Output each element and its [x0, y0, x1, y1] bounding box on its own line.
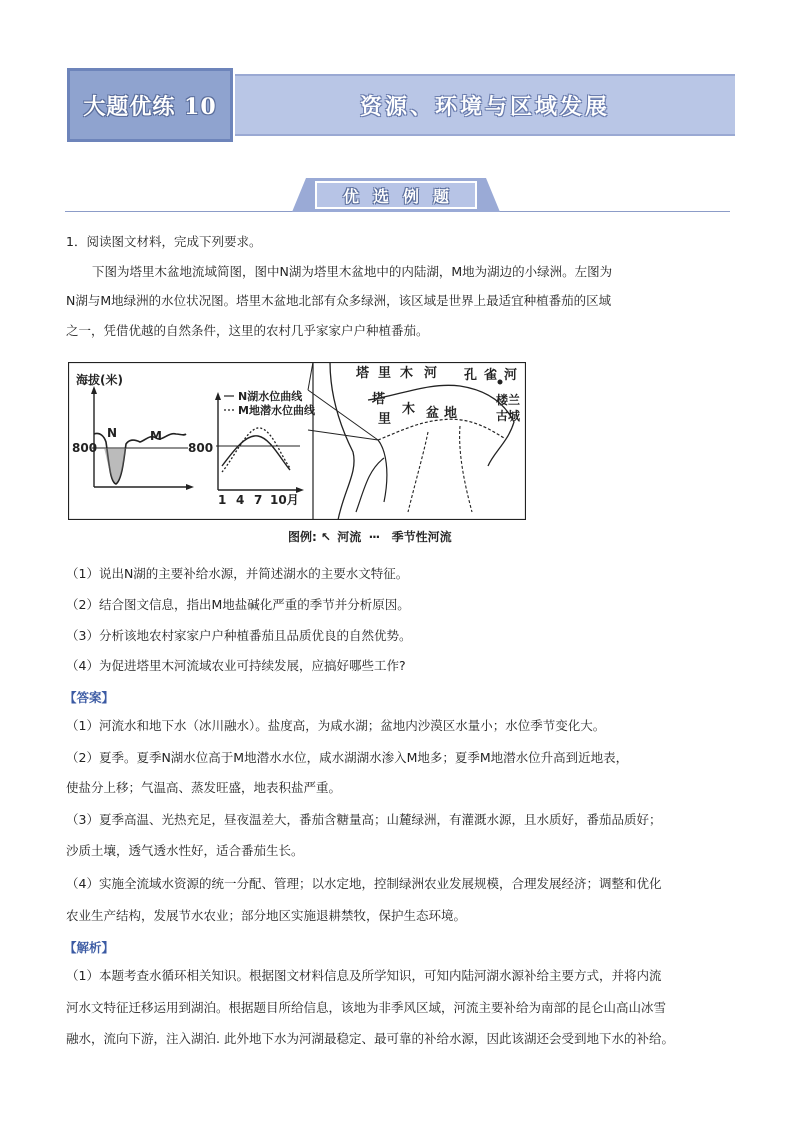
header-banner: [67, 68, 735, 142]
section-tab: [292, 178, 500, 212]
fig-left-ylabel: 海拔(米): [76, 373, 123, 387]
fig-tick-10: 10月: [270, 493, 299, 507]
analysis-tag: 【解析】: [64, 940, 115, 955]
answer-line-2: （2）夏季。夏季N湖水位高于M地潜水水位，咸水湖湖水渗入M地多；夏季M地潜水位升高到近地表，: [66, 750, 629, 765]
banner-series-label: 大题优练 10: [83, 93, 217, 120]
map-river-char-1: 塔: [356, 366, 370, 381]
map-basin-char-1: 塔: [372, 392, 386, 407]
map-basin-char-2: 里: [378, 412, 392, 427]
answer-line-1: （1）河流水和地下水（冰川融水）。盐度高，为咸水湖；盆地内沙漠区水量小；水位季节变化大。: [66, 718, 606, 733]
analysis-line-3: 融水，流向下游，注入湖泊. 此外地下水为河湖最稳定、最可靠的补给水源，因此该湖还会受到地下水的补给。: [66, 1031, 674, 1046]
answer-line-7: 农业生产结构，发展节水农业；部分地区实施退耕禁牧，保护生态环境。: [66, 908, 467, 923]
analysis-line-1: （1）本题考查水循环相关知识。根据图文材料信息及所学知识，可知内陆河湖水源补给主要方式，并将内流: [66, 968, 662, 983]
map-river-char-2: 里: [378, 366, 392, 381]
map-basin-char-5: 地: [444, 406, 458, 421]
fig-mid-800: 800: [188, 441, 214, 455]
answer-line-3: 使盐分上移；气温高、蒸发旺盛，地表积盐严重。: [66, 780, 342, 795]
banner-series-box: [67, 68, 233, 142]
legend-seasonal: 季节性河流: [391, 530, 452, 544]
answer-line-5: 沙质土壤，透气透水性好，适合番茄生长。: [66, 843, 304, 858]
banner-title-box: [235, 74, 735, 136]
legend-river: 河流: [337, 530, 362, 544]
subquestion-2: （2）结合图文信息，指出M地盐碱化严重的季节并分析原因。: [66, 597, 410, 612]
fig-lake-label: N: [107, 426, 118, 440]
material-line-3: 之一，凭借优越的自然条件，这里的农村几乎家家户户种植番茄。: [66, 323, 429, 338]
section-tab-label: 优选例题: [342, 186, 463, 206]
fig-left-800: 800: [72, 441, 98, 455]
analysis-line-2: 河水文特征迁移运用到湖泊。根据题目所给信息，该地为非季风区域，河流主要补给为南部的昆仑山高山冰雪: [66, 1000, 667, 1015]
map-river-char-3: 木: [400, 366, 414, 381]
answer-tag: 【答案】: [64, 690, 115, 705]
legend-prefix: 图例:: [288, 530, 317, 544]
fig-legend-n: N湖水位曲线: [238, 390, 303, 403]
question-stem: 1．阅读图文材料，完成下列要求。: [66, 234, 262, 249]
fig-tick-7: 7: [254, 493, 263, 507]
map-river-char-6: 雀: [484, 368, 498, 383]
answer-line-4: （3）夏季高温、光热充足，昼夜温差大，番茄含糖量高；山麓绿洲，有灌溉水源，且水质好，番茄品质好；: [66, 812, 662, 827]
map-city-2: 古城: [496, 409, 521, 423]
map-city-1: 楼兰: [496, 393, 521, 407]
fig-tick-4: 4: [236, 493, 245, 507]
map-river-char-7: 河: [504, 368, 518, 383]
answer-line-6: （4）实施全流域水资源的统一分配、管理；以水定地，控制绿洲农业发展规模，合理发展经济；调整和优化: [66, 876, 662, 891]
fig-oasis-label: M: [150, 429, 162, 443]
map-basin-char-3: 木: [402, 402, 416, 417]
fig-legend-m: M地潜水位曲线: [238, 404, 315, 417]
subquestion-3: （3）分析该地农村家家户户种植番茄且品质优良的自然优势。: [66, 628, 412, 643]
seasonal-river-symbol-icon: ···: [365, 530, 380, 544]
fig-tick-1: 1: [218, 493, 227, 507]
material-line-2: N湖与M地绿洲的水位状况图。塔里木盆地北部有众多绿洲，该区域是世界上最适宜种植番茄的区域: [66, 293, 612, 308]
banner-title: 资源、环境与区域发展: [359, 93, 610, 120]
subquestion-4: （4）为促进塔里木河流域农业可持续发展，应搞好哪些工作?: [66, 658, 406, 673]
map-basin-char-4: 盆: [426, 406, 440, 421]
map-river-char-4: 河: [424, 366, 438, 381]
figure-legend: [288, 528, 452, 545]
material-line-1: 下图为塔里木盆地流域简图，图中N湖为塔里木盆地中的内陆湖，M地为湖边的小绿洲。左图为: [92, 264, 613, 279]
river-symbol-icon: ↖: [321, 530, 332, 544]
subquestion-1: （1）说出N湖的主要补给水源，并简述湖水的主要水文特征。: [66, 566, 409, 581]
map-river-char-5: 孔: [464, 368, 478, 383]
